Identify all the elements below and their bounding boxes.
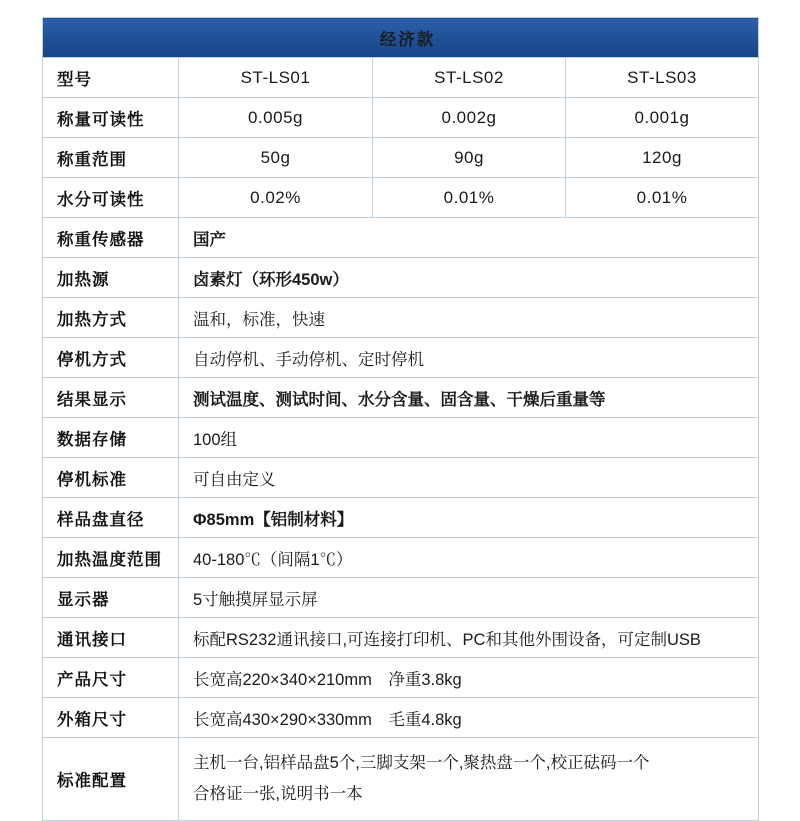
row-value-model-1: 0.005g (179, 98, 373, 138)
table-row (43, 378, 759, 418)
row-label: 停机标准 (43, 458, 179, 498)
row-label: 结果显示 (43, 378, 179, 418)
table-row (43, 698, 759, 738)
row-value: 自动停机、手动停机、定时停机 (179, 338, 759, 378)
row-label: 停机方式 (43, 338, 179, 378)
row-label: 称重范围 (43, 138, 179, 178)
row-label: 加热源 (43, 258, 179, 298)
table-row (43, 538, 759, 578)
row-value: 卤素灯（环形450w） (179, 258, 759, 298)
column-header-model-1: ST-LS01 (179, 58, 373, 98)
row-value-model-1: 50g (179, 138, 373, 178)
row-value-model-3: 0.001g (566, 98, 759, 138)
table-row (43, 178, 759, 218)
table-row (43, 138, 759, 178)
table-row (43, 658, 759, 698)
row-label: 称重传感器 (43, 218, 179, 258)
configuration-line-2: 合格证一张,说明书一本 (193, 785, 363, 803)
row-value: 测试温度、测试时间、水分含量、固含量、干燥后重量等 (179, 378, 759, 418)
row-label: 产品尺寸 (43, 658, 179, 698)
row-value: 40-180℃（间隔1℃） (179, 538, 759, 578)
specification-table (42, 17, 759, 821)
row-value: 国产 (179, 218, 759, 258)
row-label: 称量可读性 (43, 98, 179, 138)
table-row (43, 418, 759, 458)
table-header-row (43, 58, 759, 98)
row-value-model-2: 0.01% (373, 178, 566, 218)
table-row-configuration (43, 738, 759, 821)
row-value-configuration (179, 738, 759, 821)
page-title: 经济款 (43, 18, 759, 58)
row-value: 标配RS232通讯接口,可连接打印机、PC和其他外围设备，可定制USB (179, 618, 759, 658)
row-value: 100组 (179, 418, 759, 458)
row-value-model-2: 0.002g (373, 98, 566, 138)
row-value: 长宽高430×290×330mm 毛重4.8kg (179, 698, 759, 738)
row-value-model-1: 0.02% (179, 178, 373, 218)
column-header-label: 型号 (43, 58, 179, 98)
row-value: 温和，标准，快速 (179, 298, 759, 338)
table-row (43, 218, 759, 258)
row-value: 可自由定义 (179, 458, 759, 498)
row-label: 数据存储 (43, 418, 179, 458)
row-label: 标准配置 (43, 738, 179, 821)
row-label: 加热方式 (43, 298, 179, 338)
row-value: 5寸触摸屏显示屏 (179, 578, 759, 618)
row-value-model-3: 120g (566, 138, 759, 178)
table-row (43, 338, 759, 378)
table-row (43, 298, 759, 338)
row-value: Φ85mm【铝制材料】 (179, 498, 759, 538)
column-header-model-3: ST-LS03 (566, 58, 759, 98)
row-value: 长宽高220×340×210mm 净重3.8kg (179, 658, 759, 698)
table-row (43, 98, 759, 138)
table-row (43, 498, 759, 538)
row-value-model-3: 0.01% (566, 178, 759, 218)
row-label: 水分可读性 (43, 178, 179, 218)
configuration-line-1: 主机一台,铝样品盘5个,三脚支架一个,聚热盘一个,校正砝码一个 (193, 754, 650, 773)
table-row (43, 618, 759, 658)
column-header-model-2: ST-LS02 (373, 58, 566, 98)
row-label: 通讯接口 (43, 618, 179, 658)
table-row (43, 578, 759, 618)
table-row (43, 258, 759, 298)
row-label: 显示器 (43, 578, 179, 618)
row-label: 样品盘直径 (43, 498, 179, 538)
row-value-model-2: 90g (373, 138, 566, 178)
table-title-row (43, 18, 759, 58)
row-label: 外箱尺寸 (43, 698, 179, 738)
table-row (43, 458, 759, 498)
row-label: 加热温度范围 (43, 538, 179, 578)
